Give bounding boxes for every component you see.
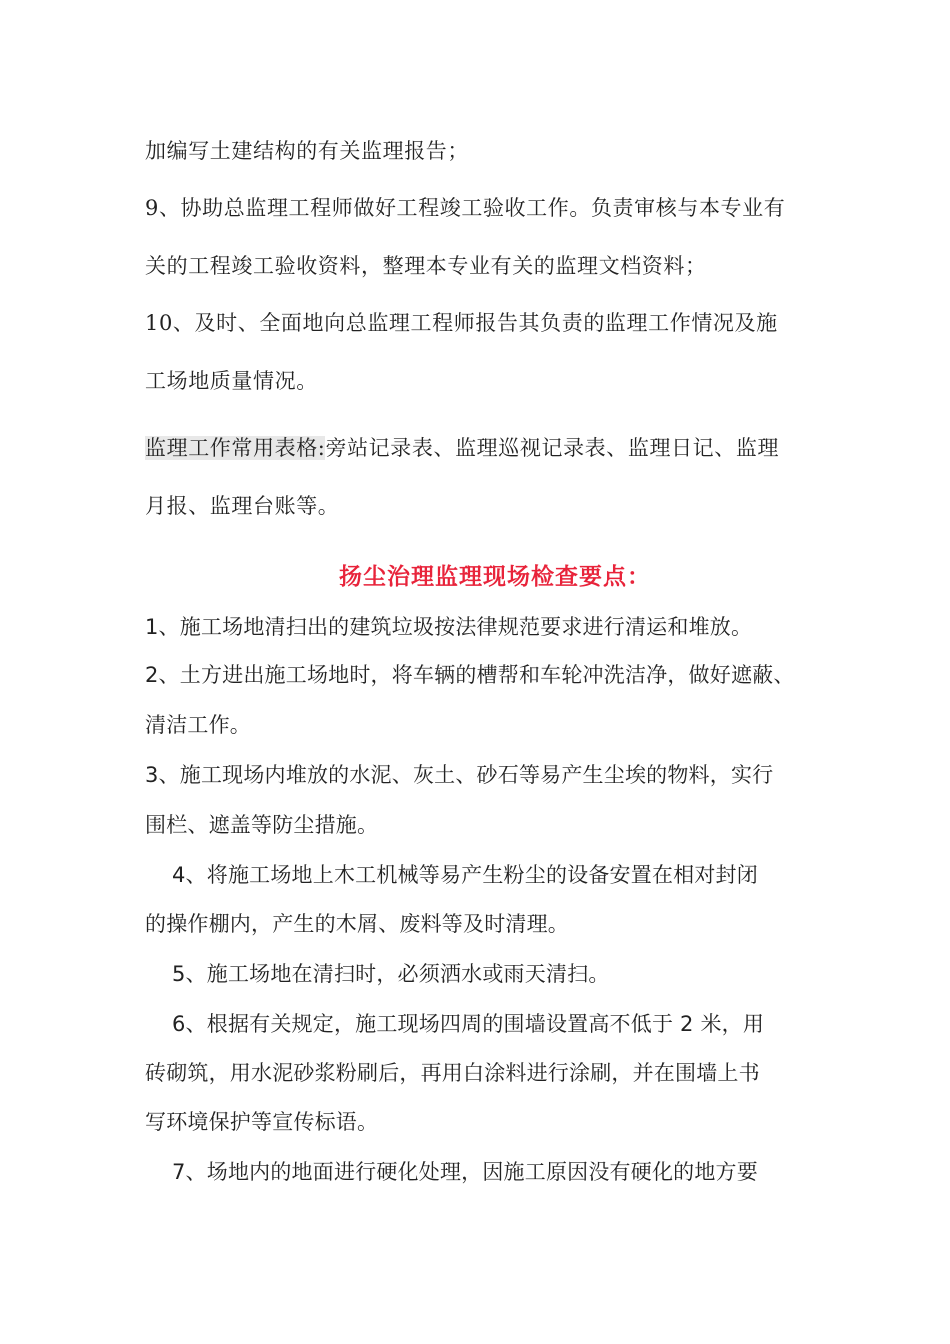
text-line-duties-continuation: 加编写土建结构的有关监理报告； — [145, 139, 469, 163]
text-line-dust-6: 6、根据有关规定，施工现场四周的围墙设置高不低于 2 米，用 — [172, 1012, 765, 1036]
text-line-dust-4-cont: 的操作棚内，产生的木屑、废料等及时清理。 — [145, 912, 569, 936]
text-line-forms-cont: 月报、监理台账等。 — [145, 494, 340, 518]
section-heading-dust-control: 扬尘治理监理现场检查要点： — [339, 564, 651, 590]
forms-list: 旁站记录表、监理巡视记录表、监理日记、监理 — [325, 436, 780, 460]
text-line-dust-2: 2、土方进出施工场地时，将车辆的槽帮和车轮冲洗洁净，做好遮蔽、 — [145, 663, 795, 687]
text-line-forms — [145, 433, 779, 463]
forms-label-highlight: 监理工作常用表格: — [145, 436, 326, 460]
text-line-dust-3-cont: 围栏、遮盖等防尘措施。 — [145, 813, 379, 837]
text-line-dust-6-cont: 砖砌筑，用水泥砂浆粉刷后，再用白涂料进行涂刷，并在围墙上书 — [145, 1061, 760, 1085]
text-line-dust-5: 5、施工场地在清扫时，必须洒水或雨天清扫。 — [172, 962, 610, 986]
text-line-dust-3: 3、施工现场内堆放的水泥、灰土、砂石等易产生尘埃的物料，实行 — [145, 763, 774, 787]
text-line-dust-2-cont: 清洁工作。 — [145, 713, 251, 737]
text-line-item-9-cont: 关的工程竣工验收资料，整理本专业有关的监理文档资料； — [145, 254, 707, 278]
text-line-item-10-cont: 工场地质量情况。 — [145, 369, 318, 393]
text-line-item-10: 10、及时、全面地向总监理工程师报告其负责的监理工作情况及施 — [145, 311, 778, 335]
text-line-dust-7: 7、场地内的地面进行硬化处理，因施工原因没有硬化的地方要 — [172, 1160, 758, 1184]
text-line-item-9: 9、协助总监理工程师做好工程竣工验收工作。负责审核与本专业有 — [145, 196, 786, 220]
text-line-dust-4: 4、将施工场地上木工机械等易产生粉尘的设备安置在相对封闭 — [172, 863, 758, 887]
text-line-dust-6-cont-2: 写环境保护等宣传标语。 — [145, 1110, 379, 1134]
text-line-dust-1: 1、施工场地清扫出的建筑垃圾按法律规范要求进行清运和堆放。 — [145, 615, 753, 639]
